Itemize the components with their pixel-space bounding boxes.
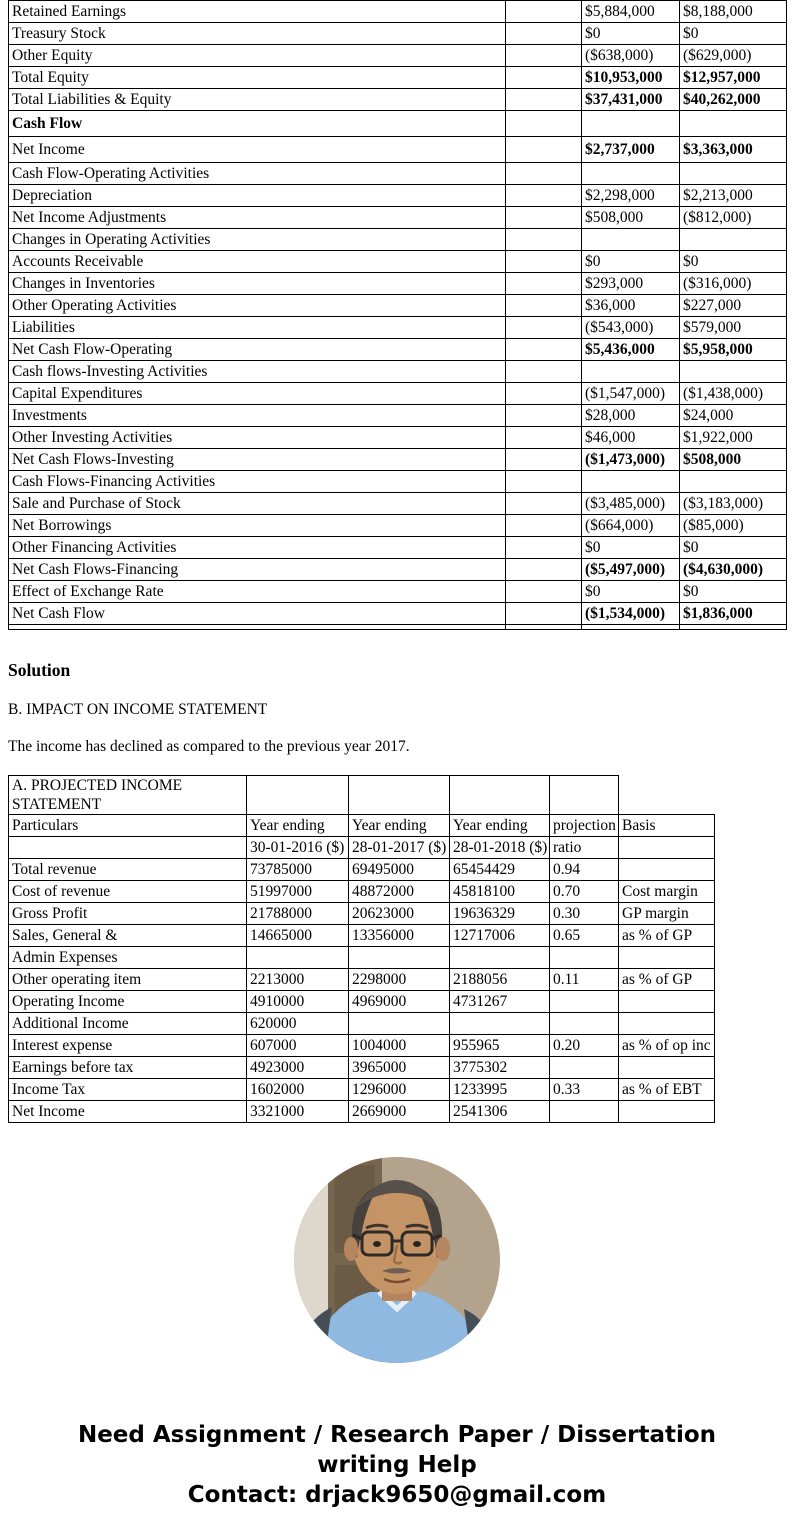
data-cell: 1296000 bbox=[349, 1079, 450, 1101]
table-row bbox=[9, 581, 787, 603]
income-table-title: A. PROJECTED INCOME STATEMENT bbox=[9, 776, 247, 815]
value-year-2: $508,000 bbox=[680, 449, 787, 471]
value-year-1: ($1,473,000) bbox=[582, 449, 680, 471]
value-year-2: $1,922,000 bbox=[680, 427, 787, 449]
footer-line-1: Need Assignment / Research Paper / Dissertation bbox=[77, 1422, 717, 1448]
row-label: Total Equity bbox=[9, 67, 506, 89]
data-cell: 13356000 bbox=[349, 925, 450, 947]
value-year-2: $40,262,000 bbox=[680, 89, 787, 111]
data-cell: 51997000 bbox=[247, 881, 349, 903]
table-row bbox=[9, 229, 787, 251]
blank-cell bbox=[450, 776, 550, 815]
table-row bbox=[9, 449, 787, 471]
row-label: Retained Earnings bbox=[9, 1, 506, 23]
header-cell: Year ending bbox=[450, 815, 550, 837]
table-row bbox=[9, 405, 787, 427]
header-cell: 30-01-2016 ($) bbox=[247, 837, 349, 859]
header-cell: ratio bbox=[550, 837, 619, 859]
value-year-1 bbox=[582, 163, 680, 185]
row-label: Other Equity bbox=[9, 45, 506, 67]
table-row bbox=[9, 45, 787, 67]
data-cell bbox=[619, 1013, 715, 1035]
blank-cell bbox=[506, 67, 582, 89]
row-label: Effect of Exchange Rate bbox=[9, 581, 506, 603]
data-cell: 19636329 bbox=[450, 903, 550, 925]
data-cell bbox=[619, 859, 715, 881]
blank-cell bbox=[506, 383, 582, 405]
value-year-1: $5,436,000 bbox=[582, 339, 680, 361]
data-cell: 12717006 bbox=[450, 925, 550, 947]
row-label: Net Cash Flows-Financing bbox=[9, 559, 506, 581]
table-row bbox=[9, 251, 787, 273]
value-year-2: $1,836,000 bbox=[680, 603, 787, 625]
row-label: Net Cash Flows-Investing bbox=[9, 449, 506, 471]
data-cell: 4923000 bbox=[247, 1057, 349, 1079]
row-label: Other Financing Activities bbox=[9, 537, 506, 559]
value-year-2: ($3,183,000) bbox=[680, 493, 787, 515]
header-cell: projection bbox=[550, 815, 619, 837]
blank-cell bbox=[506, 493, 582, 515]
blank-cell bbox=[506, 295, 582, 317]
header-cell: 28-01-2018 ($) bbox=[450, 837, 550, 859]
data-cell bbox=[619, 1101, 715, 1123]
blank-cell bbox=[506, 185, 582, 207]
table-row bbox=[9, 903, 715, 925]
data-cell: 65454429 bbox=[450, 859, 550, 881]
value-year-2 bbox=[680, 111, 787, 137]
row-label: Investments bbox=[9, 405, 506, 427]
data-cell: 69495000 bbox=[349, 859, 450, 881]
value-year-1 bbox=[582, 625, 680, 630]
row-label: Other Operating Activities bbox=[9, 295, 506, 317]
row-label: Liabilities bbox=[9, 317, 506, 339]
blank-cell bbox=[506, 23, 582, 45]
blank-cell bbox=[506, 559, 582, 581]
value-year-1: ($638,000) bbox=[582, 45, 680, 67]
row-label: Changes in Inventories bbox=[9, 273, 506, 295]
blank-cell bbox=[506, 207, 582, 229]
table-row bbox=[9, 185, 787, 207]
row-label: Operating Income bbox=[9, 991, 247, 1013]
data-cell bbox=[619, 991, 715, 1013]
value-year-2: $3,363,000 bbox=[680, 137, 787, 163]
table-row bbox=[9, 207, 787, 229]
row-label: Gross Profit bbox=[9, 903, 247, 925]
row-label: Cash Flows-Financing Activities bbox=[9, 471, 506, 493]
person-photo bbox=[294, 1157, 500, 1363]
blank-cell bbox=[506, 603, 582, 625]
table-row bbox=[9, 427, 787, 449]
value-year-2 bbox=[680, 471, 787, 493]
data-cell: 620000 bbox=[247, 1013, 349, 1035]
table-row bbox=[9, 295, 787, 317]
table-row bbox=[9, 1, 787, 23]
data-cell: 3965000 bbox=[349, 1057, 450, 1079]
value-year-2: $8,188,000 bbox=[680, 1, 787, 23]
value-year-1: $5,884,000 bbox=[582, 1, 680, 23]
row-label: Interest expense bbox=[9, 1035, 247, 1057]
data-cell: 0.65 bbox=[550, 925, 619, 947]
value-year-1: ($5,497,000) bbox=[582, 559, 680, 581]
value-year-2 bbox=[680, 229, 787, 251]
table-row bbox=[9, 515, 787, 537]
blank-cell bbox=[506, 361, 582, 383]
income-statement-table bbox=[8, 775, 715, 1123]
cash-flow-table bbox=[8, 0, 787, 630]
data-cell: 3775302 bbox=[450, 1057, 550, 1079]
row-label: Net Cash Flow-Operating bbox=[9, 339, 506, 361]
value-year-2: ($316,000) bbox=[680, 273, 787, 295]
table-row bbox=[9, 273, 787, 295]
value-year-2: ($1,438,000) bbox=[680, 383, 787, 405]
value-year-2: $227,000 bbox=[680, 295, 787, 317]
table-row bbox=[9, 537, 787, 559]
blank-cell bbox=[506, 273, 582, 295]
value-year-2 bbox=[680, 361, 787, 383]
data-cell: 21788000 bbox=[247, 903, 349, 925]
blank-cell bbox=[506, 137, 582, 163]
data-cell bbox=[550, 1057, 619, 1079]
table-row bbox=[9, 67, 787, 89]
photo-wrap bbox=[8, 1157, 786, 1368]
blank-cell bbox=[506, 1, 582, 23]
table-row bbox=[9, 1035, 715, 1057]
table-row bbox=[9, 163, 787, 185]
value-year-1: $28,000 bbox=[582, 405, 680, 427]
data-cell: as % of GP bbox=[619, 969, 715, 991]
row-label: Cost of revenue bbox=[9, 881, 247, 903]
table-row bbox=[9, 89, 787, 111]
blank-cell bbox=[506, 515, 582, 537]
income-header-row bbox=[9, 837, 715, 859]
data-cell: 1004000 bbox=[349, 1035, 450, 1057]
table-row bbox=[9, 1013, 715, 1035]
data-cell: 1602000 bbox=[247, 1079, 349, 1101]
value-year-2: ($85,000) bbox=[680, 515, 787, 537]
data-cell: 2669000 bbox=[349, 1101, 450, 1123]
blank-cell bbox=[506, 317, 582, 339]
table-row bbox=[9, 969, 715, 991]
data-cell bbox=[349, 1013, 450, 1035]
data-cell: 4969000 bbox=[349, 991, 450, 1013]
table-row bbox=[9, 383, 787, 405]
row-label: Income Tax bbox=[9, 1079, 247, 1101]
data-cell bbox=[619, 947, 715, 969]
data-cell: as % of EBT bbox=[619, 1079, 715, 1101]
value-year-1: $2,298,000 bbox=[582, 185, 680, 207]
value-year-1 bbox=[582, 229, 680, 251]
row-label: Sales, General & bbox=[9, 925, 247, 947]
data-cell bbox=[550, 947, 619, 969]
row-label: Capital Expenditures bbox=[9, 383, 506, 405]
value-year-2: $579,000 bbox=[680, 317, 787, 339]
data-cell: 0.20 bbox=[550, 1035, 619, 1057]
row-label: Net Cash Flow bbox=[9, 603, 506, 625]
row-label: Sale and Purchase of Stock bbox=[9, 493, 506, 515]
data-cell: Cost margin bbox=[619, 881, 715, 903]
table-row bbox=[9, 947, 715, 969]
value-year-1 bbox=[582, 471, 680, 493]
table-row bbox=[9, 881, 715, 903]
data-cell: 2541306 bbox=[450, 1101, 550, 1123]
table-row bbox=[9, 1079, 715, 1101]
impact-heading: B. IMPACT ON INCOME STATEMENT bbox=[8, 701, 268, 718]
value-year-2 bbox=[680, 625, 787, 630]
row-label: Admin Expenses bbox=[9, 947, 247, 969]
row-label: Cash Flow-Operating Activities bbox=[9, 163, 506, 185]
header-cell: Basis bbox=[619, 815, 715, 837]
data-cell: 955965 bbox=[450, 1035, 550, 1057]
row-label: Other operating item bbox=[9, 969, 247, 991]
row-label: Total Liabilities & Equity bbox=[9, 89, 506, 111]
table-row bbox=[9, 493, 787, 515]
table-row bbox=[9, 991, 715, 1013]
income-title-row bbox=[9, 776, 715, 815]
value-year-1: $10,953,000 bbox=[582, 67, 680, 89]
blank-cell bbox=[506, 405, 582, 427]
value-year-2: $24,000 bbox=[680, 405, 787, 427]
blank-cell bbox=[247, 776, 349, 815]
value-year-1: $0 bbox=[582, 581, 680, 603]
row-label: Earnings before tax bbox=[9, 1057, 247, 1079]
value-year-1: ($543,000) bbox=[582, 317, 680, 339]
row-label: Net Income bbox=[9, 1101, 247, 1123]
data-cell bbox=[550, 1101, 619, 1123]
footer bbox=[8, 1420, 786, 1510]
data-cell: GP margin bbox=[619, 903, 715, 925]
blank-cell bbox=[506, 449, 582, 471]
table-row bbox=[9, 603, 787, 625]
value-year-1: $37,431,000 bbox=[582, 89, 680, 111]
value-year-1 bbox=[582, 361, 680, 383]
data-cell: 4731267 bbox=[450, 991, 550, 1013]
table-row bbox=[9, 559, 787, 581]
table-row bbox=[9, 1101, 715, 1123]
data-cell bbox=[247, 947, 349, 969]
blank-cell bbox=[506, 537, 582, 559]
value-year-1: $0 bbox=[582, 537, 680, 559]
blank-cell bbox=[506, 89, 582, 111]
value-year-2 bbox=[680, 163, 787, 185]
cash-flow-table-body bbox=[9, 1, 787, 630]
solution-heading: Solution bbox=[8, 660, 71, 680]
value-year-1: $0 bbox=[582, 251, 680, 273]
blank-cell bbox=[506, 471, 582, 493]
value-year-1 bbox=[582, 111, 680, 137]
data-cell: 3321000 bbox=[247, 1101, 349, 1123]
table-row bbox=[9, 339, 787, 361]
footer-contact: Contact: drjack9650@gmail.com bbox=[187, 1482, 607, 1508]
blank-cell bbox=[349, 776, 450, 815]
value-year-1: ($1,534,000) bbox=[582, 603, 680, 625]
table-row bbox=[9, 471, 787, 493]
data-cell: 14665000 bbox=[247, 925, 349, 947]
value-year-2: ($812,000) bbox=[680, 207, 787, 229]
blank-cell bbox=[506, 427, 582, 449]
value-year-2: $12,957,000 bbox=[680, 67, 787, 89]
data-cell: 1233995 bbox=[450, 1079, 550, 1101]
data-cell: 2298000 bbox=[349, 969, 450, 991]
value-year-2: $5,958,000 bbox=[680, 339, 787, 361]
value-year-1: $293,000 bbox=[582, 273, 680, 295]
table-row bbox=[9, 137, 787, 163]
data-cell: 45818100 bbox=[450, 881, 550, 903]
row-label bbox=[9, 625, 506, 630]
data-cell: 4910000 bbox=[247, 991, 349, 1013]
value-year-2: $0 bbox=[680, 23, 787, 45]
data-cell: 73785000 bbox=[247, 859, 349, 881]
data-cell: 20623000 bbox=[349, 903, 450, 925]
table-row bbox=[9, 111, 787, 137]
blank-cell bbox=[506, 625, 582, 630]
value-year-1: ($1,547,000) bbox=[582, 383, 680, 405]
value-year-2: $0 bbox=[680, 251, 787, 273]
row-label: Total revenue bbox=[9, 859, 247, 881]
header-cell: Year ending bbox=[247, 815, 349, 837]
blank-cell bbox=[506, 339, 582, 361]
data-cell bbox=[550, 1013, 619, 1035]
value-year-1: $46,000 bbox=[582, 427, 680, 449]
row-label: Accounts Receivable bbox=[9, 251, 506, 273]
data-cell: 2188056 bbox=[450, 969, 550, 991]
data-cell bbox=[450, 1013, 550, 1035]
table-row bbox=[9, 1057, 715, 1079]
data-cell: 0.30 bbox=[550, 903, 619, 925]
value-year-1: ($664,000) bbox=[582, 515, 680, 537]
data-cell: 0.94 bbox=[550, 859, 619, 881]
table-row bbox=[9, 859, 715, 881]
data-cell: 2213000 bbox=[247, 969, 349, 991]
value-year-1: $36,000 bbox=[582, 295, 680, 317]
blank-cell bbox=[506, 229, 582, 251]
value-year-1: $508,000 bbox=[582, 207, 680, 229]
value-year-1: ($3,485,000) bbox=[582, 493, 680, 515]
value-year-2: $2,213,000 bbox=[680, 185, 787, 207]
row-label: Net Income Adjustments bbox=[9, 207, 506, 229]
value-year-2: ($4,630,000) bbox=[680, 559, 787, 581]
blank-cell bbox=[506, 581, 582, 603]
value-year-2: $0 bbox=[680, 537, 787, 559]
row-label: Depreciation bbox=[9, 185, 506, 207]
row-label: Cash Flow bbox=[9, 111, 506, 137]
table-row bbox=[9, 925, 715, 947]
data-cell: 607000 bbox=[247, 1035, 349, 1057]
income-note: The income has declined as compared to the previous year 2017. bbox=[8, 738, 410, 755]
header-cell: 28-01-2017 ($) bbox=[349, 837, 450, 859]
blank-cell bbox=[506, 45, 582, 67]
data-cell bbox=[450, 947, 550, 969]
footer-line-2: writing Help bbox=[317, 1452, 477, 1478]
blank-cell bbox=[506, 251, 582, 273]
value-year-2: ($629,000) bbox=[680, 45, 787, 67]
data-cell bbox=[349, 947, 450, 969]
data-cell: as % of op inc bbox=[619, 1035, 715, 1057]
row-label: Treasury Stock bbox=[9, 23, 506, 45]
blank-cell bbox=[506, 163, 582, 185]
data-cell: as % of GP bbox=[619, 925, 715, 947]
data-cell: 48872000 bbox=[349, 881, 450, 903]
income-header-row bbox=[9, 815, 715, 837]
header-cell bbox=[9, 837, 247, 859]
table-row bbox=[9, 361, 787, 383]
value-year-1: $2,737,000 bbox=[582, 137, 680, 163]
income-table-body bbox=[9, 776, 715, 1123]
row-label: Net Income bbox=[9, 137, 506, 163]
header-cell: Particulars bbox=[9, 815, 247, 837]
table-row bbox=[9, 23, 787, 45]
data-cell: 0.33 bbox=[550, 1079, 619, 1101]
blank-cell bbox=[506, 111, 582, 137]
data-cell bbox=[550, 991, 619, 1013]
row-label: Other Investing Activities bbox=[9, 427, 506, 449]
row-label: Changes in Operating Activities bbox=[9, 229, 506, 251]
header-cell: Year ending bbox=[349, 815, 450, 837]
row-label: Cash flows-Investing Activities bbox=[9, 361, 506, 383]
table-row bbox=[9, 317, 787, 339]
spacer-row bbox=[9, 625, 787, 630]
data-cell bbox=[619, 1057, 715, 1079]
row-label: Additional Income bbox=[9, 1013, 247, 1035]
value-year-2: $0 bbox=[680, 581, 787, 603]
blank-cell bbox=[550, 776, 619, 815]
row-label: Net Borrowings bbox=[9, 515, 506, 537]
data-cell: 0.70 bbox=[550, 881, 619, 903]
data-cell: 0.11 bbox=[550, 969, 619, 991]
header-cell bbox=[619, 837, 715, 859]
value-year-1: $0 bbox=[582, 23, 680, 45]
